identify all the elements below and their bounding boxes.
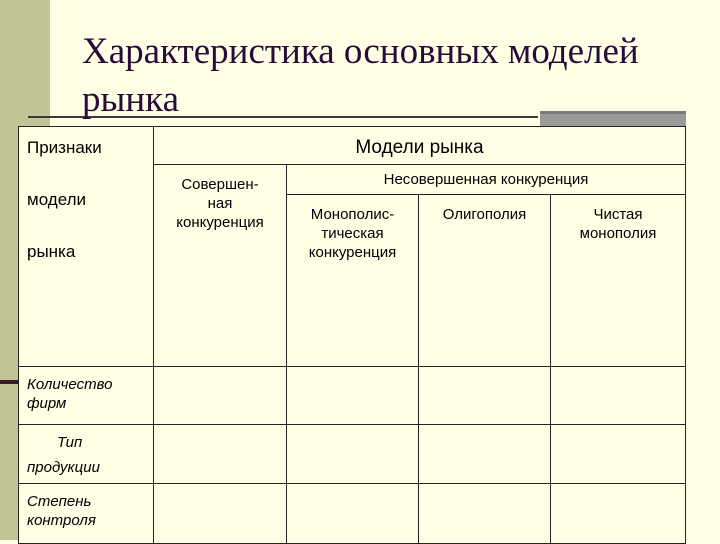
market-models-header: Модели рынка [154,127,686,165]
row-label-firms [19,367,154,425]
imperfect-competition-header: Несовершенная конкуренция [287,165,686,195]
table-cell [419,484,551,544]
monopolistic-competition-cell [287,195,419,367]
signs-header-line-3: рынка [27,242,76,261]
signs-header-cell [19,127,154,367]
table-cell [154,367,287,425]
row-product-line-2: продукции [27,459,100,476]
table-cell [551,425,686,484]
oligopoly-cell: Олигополия [419,195,551,367]
row-control-line-2: контроля [27,512,96,529]
perfect-line-2: ная [207,195,233,212]
table-cell [419,425,551,484]
perfect-line-3: конкуренция [176,214,264,231]
monopolistic-line-1: Монополис- [310,206,395,223]
models-table-container [18,126,686,544]
row-label-control [19,484,154,544]
row-product-line-1: Тип [57,434,83,451]
table-cell [419,367,551,425]
perfect-line-1: Совершен- [181,176,259,193]
table-row [19,367,686,425]
row-firms-line-2: фирм [27,395,67,412]
table-row [19,425,686,484]
pure-monopoly-cell [551,195,686,367]
table-cell [287,484,419,544]
signs-header-line-2: модели [27,190,86,209]
page-title: Характеристика основных моделей рынка [82,31,639,120]
table-cell [154,484,287,544]
table-row [19,484,686,544]
signs-header-line-1: Признаки [27,138,102,157]
monopolistic-line-3: конкуренция [308,244,397,261]
table-cell [287,367,419,425]
row-firms-line-1: Количество [27,376,113,393]
row-control-line-1: Степень [27,493,92,510]
table-cell [551,484,686,544]
market-models-table [18,126,686,544]
table-cell [287,425,419,484]
table-cell [551,367,686,425]
table-cell [154,425,287,484]
pure-monopoly-line-1: Чистая [593,206,643,223]
perfect-competition-cell [154,165,287,367]
monopolistic-line-2: тическая [321,225,384,242]
row-label-product [19,425,154,484]
pure-monopoly-line-2: монополия [579,225,657,242]
